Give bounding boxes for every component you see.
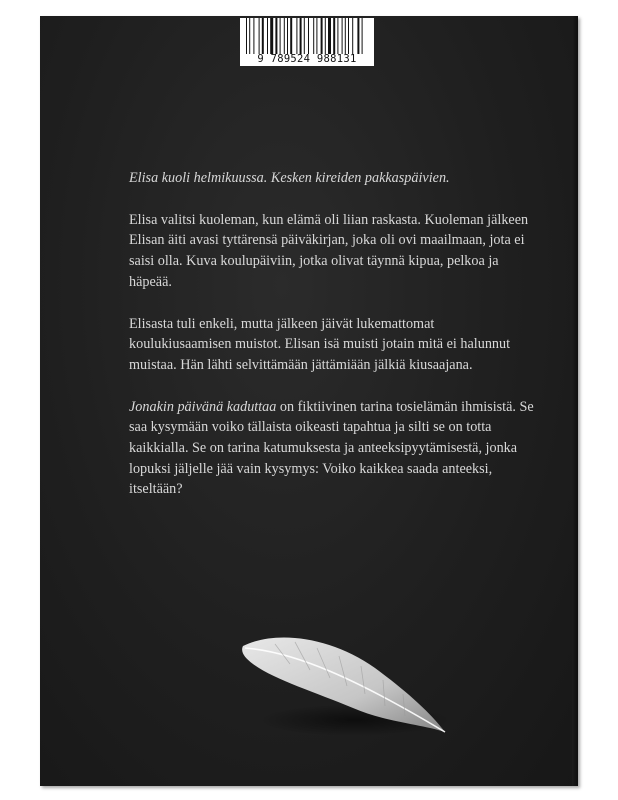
cover-spine-edge bbox=[572, 16, 578, 786]
blurb-paragraph-1: Elisa valitsi kuoleman, kun elämä oli liian raskasta. Kuoleman jälkeen Elisan äiti avasi tyttärensä päiväkirjan, joka oli ovi maailmaan, jota ei saisi olla. Kuva koulupäiviin, jotka olivat täynnä kipua, pelkoa ja häpeää. bbox=[129, 211, 529, 290]
barcode-bars bbox=[240, 18, 374, 54]
book-title-italic: Jonakin päivänä kaduttaa bbox=[129, 398, 277, 415]
isbn-number: 9 789524 988131 bbox=[257, 53, 357, 65]
blurb-paragraph-3: Jonakin päivänä kaduttaa on fiktiivinen tarina tosielämän ihmisistä. Se saa kysymään voiko tällaista oikeasti tapahtua ja silti se on totta kaikkialla. Se on tarina katumuksesta ja anteeksipyytämisestä, jonka lopuksi jäljelle jää vain kysymys: Voiko kaikkea saada anteeksi, itseltään? bbox=[129, 398, 534, 498]
blurb-text bbox=[129, 168, 534, 521]
blurb-paragraph-2: Elisasta tuli enkeli, mutta jälkeen jäivät lukemattomat koulukiusaamisen muistot. Elisan isä muisti jotain mitä ei halunnut muistaa. Hän lähti selvittämään jättämiään jälkiä kiusaajana. bbox=[129, 315, 511, 373]
feather-image bbox=[235, 628, 455, 748]
isbn-barcode bbox=[240, 18, 374, 66]
book-back-cover bbox=[40, 16, 578, 786]
blurb-intro: Elisa kuoli helmikuussa. Kesken kireiden pakkaspäivien. bbox=[129, 170, 450, 186]
